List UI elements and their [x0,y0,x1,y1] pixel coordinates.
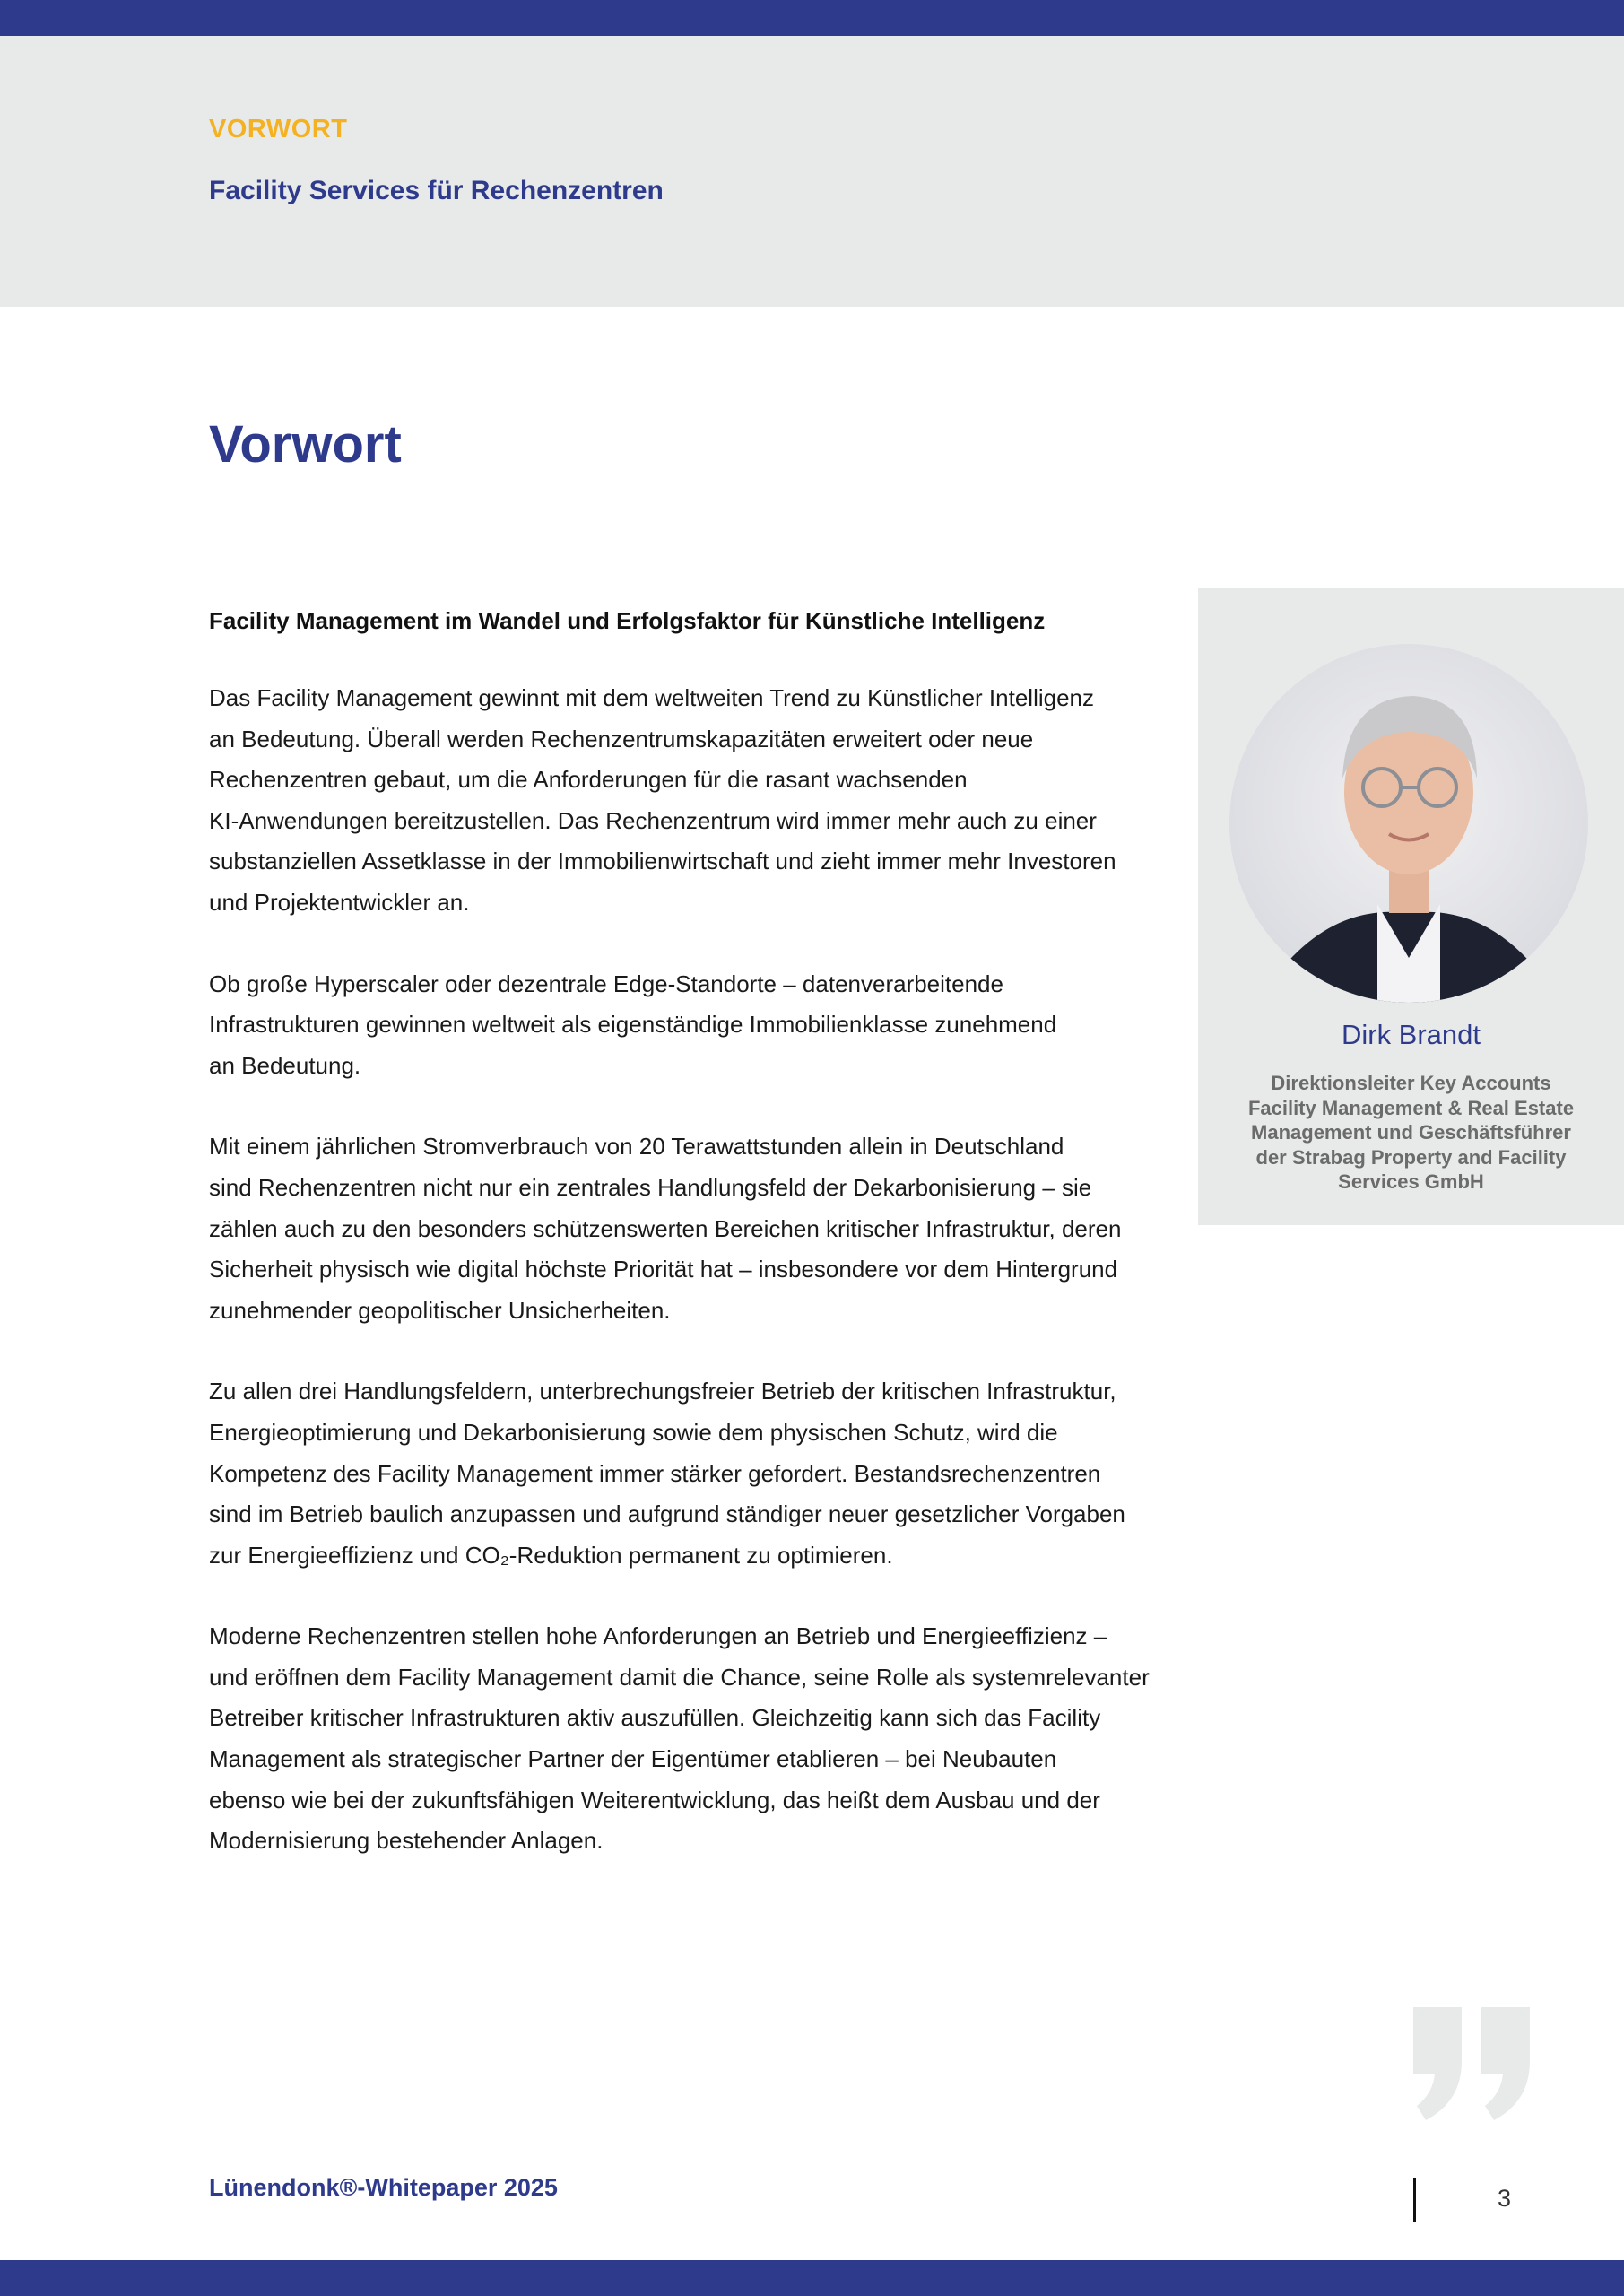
document-subtitle: Facility Services für Rechenzentren [209,176,664,205]
line: Kompetenz des Facility Management immer stärker gefordert. Bestandsrechenzentren [209,1459,1101,1487]
line: KI-Anwendungen bereitzustellen. Das Rechenzentrum wird immer mehr auch zu einer [209,806,1097,834]
line: Infrastrukturen gewinnen weltweit als eigenständige Immobilienklasse zunehmend [209,1011,1057,1039]
portrait-photo [1229,644,1588,1003]
paragraph-3 [209,1126,1173,1331]
line: und eröffnen dem Facility Management damit die Chance, seine Rolle als systemrelevanter [209,1663,1150,1691]
line: Zu allen drei Handlungsfeldern, unterbrechungsfreier Betrieb der kritischen Infrastruktur, [209,1378,1116,1405]
article-lead: Facility Management im Wandel und Erfolgsfaktor für Künstliche Intelligenz [209,607,1046,634]
line: zur Energieeffizienz und CO₂-Reduktion permanent zu optimieren. [209,1541,893,1569]
line: Mit einem jährlichen Stromverbrauch von 20 Terawattstunden allein in Deutschland [209,1133,1064,1161]
line: Management als strategischer Partner der Eigentümer etablieren – bei Neubauten [209,1745,1057,1773]
footer-divider [1413,2178,1416,2222]
footer-brand: Lünendonk®-Whitepaper 2025 [209,2174,558,2201]
line: Energieoptimierung und Dekarbonisierung sowie dem physischen Schutz, wird die [209,1418,1058,1446]
page-title: Vorwort [209,415,402,474]
closing-quote-icon [1410,2007,1535,2124]
line: Rechenzentren gebaut, um die Anforderungen für die rasant wachsenden [209,766,968,794]
paragraph-5 [209,1616,1173,1862]
line: sind Rechenzentren nicht nur ein zentrales Handlungsfeld der Dekarbonisierung – sie [209,1173,1092,1201]
header-band [0,36,1624,307]
role-line: Services GmbH [1338,1170,1484,1193]
line: sind im Betrieb baulich anzupassen und aufgrund ständiger neuer gesetzlicher Vorgaben [209,1500,1125,1528]
line: Moderne Rechenzentren stellen hohe Anforderungen an Betrieb und Energieeffizienz – [209,1622,1107,1650]
paragraph-4 [209,1371,1173,1576]
line: Das Facility Management gewinnt mit dem weltweiten Trend zu Künstlicher Intelligenz [209,684,1095,711]
role-line: Facility Management & Real Estate [1247,1096,1575,1119]
line: Ob große Hyperscaler oder dezentrale Edge-Standorte – datenverarbeitende [209,970,1003,997]
role-line: Management und Geschäftsführer [1251,1121,1571,1144]
article-body [209,603,1173,1902]
line: und Projektentwickler an. [209,888,470,916]
line: Sicherheit physisch wie digital höchste Priorität hat – insbesondere vor dem Hintergrund [209,1256,1118,1283]
section-kicker: VORWORT [209,115,348,144]
top-accent-bar [0,0,1624,36]
page-number: 3 [1498,2185,1512,2212]
avatar [1229,644,1588,1003]
line: an Bedeutung. [209,1051,361,1079]
line: Betreiber kritischer Infrastrukturen aktiv auszufüllen. Gleichzeitig kann sich das Facility [209,1704,1101,1732]
line: zunehmender geopolitischer Unsicherheiten. [209,1296,671,1324]
paragraph-2 [209,964,1173,1087]
line: Modernisierung bestehender Anlagen. [209,1827,604,1855]
author-profile-card [1198,588,1624,1225]
line: zählen auch zu den besonders schützenswerten Bereichen kritischer Infrastruktur, deren [209,1214,1122,1242]
author-role [1234,1071,1588,1195]
role-line: Direktionsleiter Key Accounts [1271,1072,1551,1094]
line: ebenso wie bei der zukunftsfähigen Weiterentwicklung, das heißt dem Ausbau und der [209,1786,1100,1813]
line: an Bedeutung. Überall werden Rechenzentrumskapazitäten erweitert oder neue [209,725,1034,752]
bottom-accent-bar [0,2260,1624,2296]
role-line: der Strabag Property and Facility [1255,1145,1567,1169]
paragraph-1 [209,678,1173,924]
author-name: Dirk Brandt [1341,1019,1481,1050]
line: substanziellen Assetklasse in der Immobilienwirtschaft und zieht immer mehr Investoren [209,848,1116,875]
